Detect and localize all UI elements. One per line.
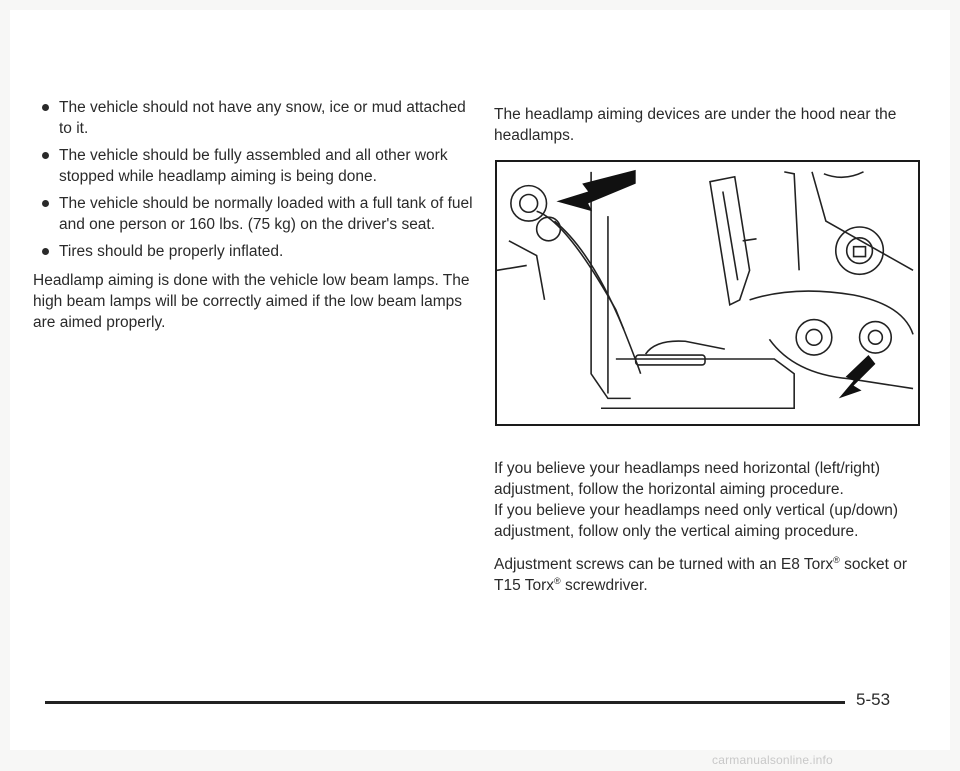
right-column-intro (494, 104, 934, 158)
engine-bay-drawing (497, 162, 918, 424)
tool-text-part: screwdriver. (560, 577, 648, 594)
watermark: carmanualsonline.info (712, 753, 833, 767)
low-beam-paragraph: Headlamp aiming is done with the vehicle low beam lamps. The high beam lamps will be correctly aimed if the low beam lamps are aimed properly. (33, 272, 470, 331)
vertical-adjustment-text: If you believe your headlamps need only vertical (up/down) adjustment, follow only the vertical aiming procedure. (494, 502, 899, 540)
list-item: The vehicle should be normally loaded with a full tank of fuel and one person or 160 lbs. (75 kg) on the driver's seat. (33, 193, 473, 235)
footer-rule (45, 701, 845, 704)
list-item: Tires should be properly inflated. (33, 241, 473, 262)
list-item: The vehicle should not have any snow, ice or mud attached to it. (33, 97, 473, 139)
left-column (33, 97, 473, 333)
preparation-checklist (33, 97, 473, 262)
registered-mark: ® (554, 575, 561, 586)
horizontal-adjustment-text: If you believe your headlamps need horizontal (left/right) adjustment, follow the horizontal aiming procedure. (494, 460, 880, 498)
aiming-device-location-text: The headlamp aiming devices are under the hood near the headlamps. (494, 106, 897, 144)
registered-mark: ® (833, 554, 840, 565)
tool-text-part: socket or T15 Torx (494, 556, 908, 594)
page-number: 5-53 (856, 690, 891, 709)
tool-text-part: Adjustment screws can be turned with an E8 Torx (494, 556, 834, 573)
headlamp-aiming-illustration (495, 160, 920, 426)
adjustment-tools-text (494, 554, 934, 596)
list-item: The vehicle should be fully assembled and all other work stopped while headlamp aiming is being done. (33, 145, 473, 187)
